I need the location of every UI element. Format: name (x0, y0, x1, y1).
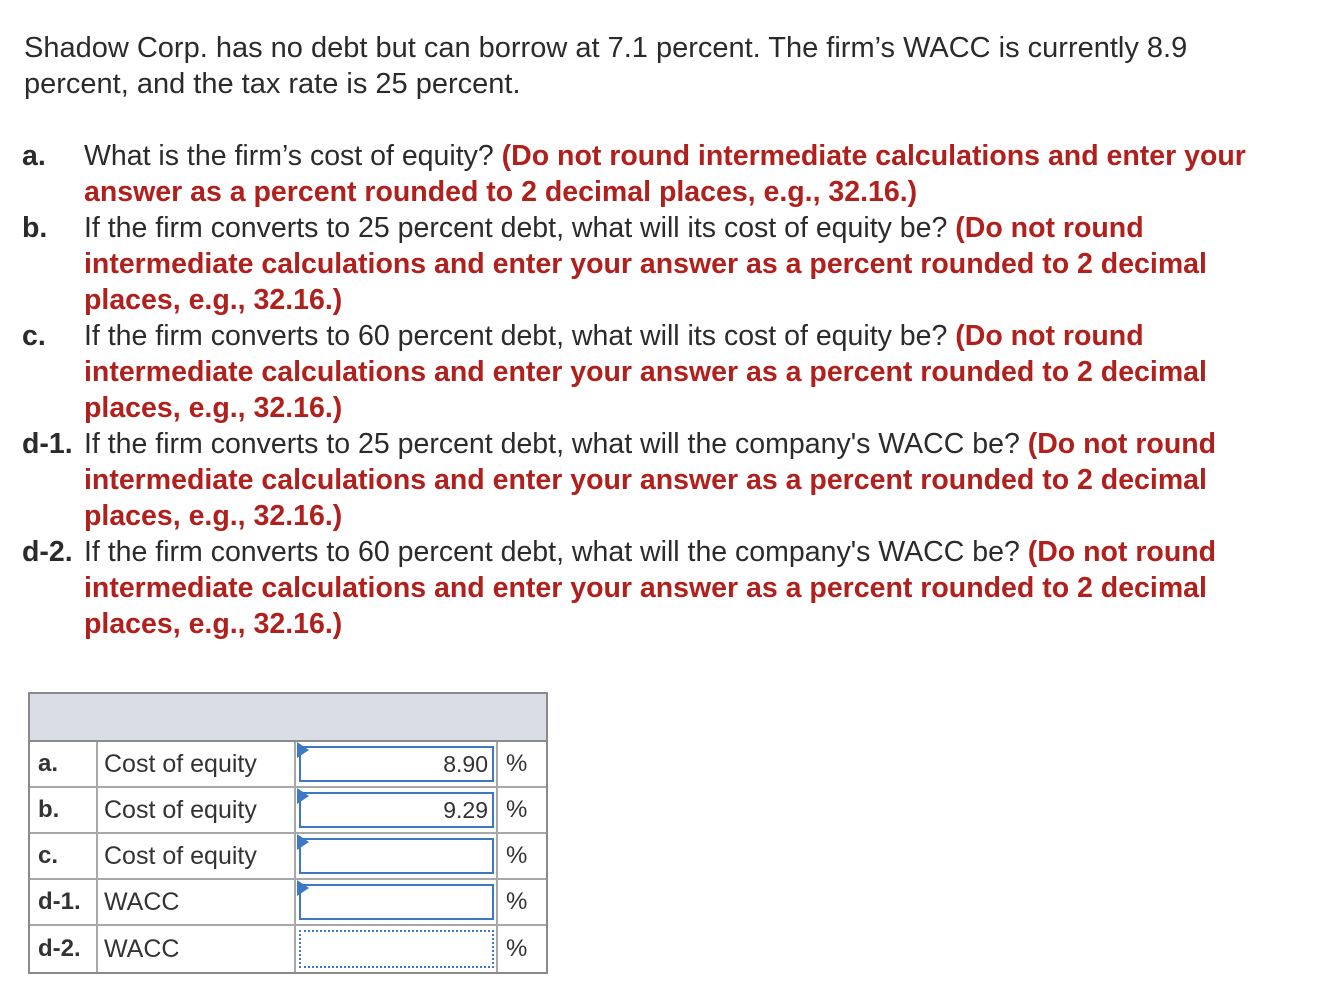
question-instruction: (Do not round intermediate calculations and enter your answer as a percent rounded to 2 decimal places, e.g., 32.16.) (84, 140, 1246, 208)
percent-unit: % (496, 880, 546, 924)
question-label: b. (22, 212, 48, 244)
question-instruction: (Do not round intermediate calculations and enter your answer as a percent rounded to 2 decimal places, e.g., 32.16.) (84, 536, 1217, 640)
answer-row-d1 (30, 880, 546, 926)
question-label: d-1. (22, 428, 73, 460)
question-label: a. (22, 140, 46, 172)
percent-unit: % (496, 834, 546, 878)
row-description: WACC (98, 880, 296, 924)
question-text: If the firm converts to 25 percent debt, what will the company's WACC be? (84, 428, 1020, 460)
question-b (22, 210, 1292, 318)
question-instruction: (Do not round intermediate calculations and enter your answer as a percent rounded to 2 decimal places, e.g., 32.16.) (84, 212, 1207, 316)
row-label: a. (30, 742, 98, 786)
answer-input-a[interactable] (299, 746, 494, 782)
answered-flag-icon (297, 834, 309, 850)
answer-row-a (30, 742, 546, 788)
percent-unit: % (496, 788, 546, 832)
question-label: d-2. (22, 536, 73, 568)
answer-table-header (30, 694, 546, 742)
question-instruction: (Do not round intermediate calculations and enter your answer as a percent rounded to 2 decimal places, e.g., 32.16.) (84, 320, 1207, 424)
percent-unit: % (496, 926, 546, 972)
answer-row-d2 (30, 926, 546, 972)
question-text: If the firm converts to 60 percent debt, what will its cost of equity be? (84, 320, 948, 352)
question-text: If the firm converts to 25 percent debt, what will its cost of equity be? (84, 212, 948, 244)
answer-row-b (30, 788, 546, 834)
question-d1 (22, 426, 1292, 534)
row-description: Cost of equity (98, 788, 296, 832)
answer-input-d2[interactable] (299, 930, 494, 968)
row-description: WACC (98, 926, 296, 972)
question-c (22, 318, 1292, 426)
answer-input-b[interactable] (299, 792, 494, 828)
question-d2 (22, 534, 1292, 642)
row-label: d-1. (30, 880, 98, 924)
answer-input-c[interactable] (299, 838, 494, 874)
row-label: b. (30, 788, 98, 832)
question-text: What is the firm’s cost of equity? (84, 140, 494, 172)
answer-input-d1[interactable] (299, 884, 494, 920)
answer-table (28, 692, 548, 974)
percent-unit: % (496, 742, 546, 786)
row-description: Cost of equity (98, 742, 296, 786)
problem-intro: Shadow Corp. has no debt but can borrow at 7.1 percent. The firm’s WACC is currently 8.9 percent, and the tax rate is 25 percent. (24, 32, 1188, 100)
question-list (22, 138, 1292, 642)
row-label: c. (30, 834, 98, 878)
answered-flag-icon (297, 788, 309, 804)
question-instruction: (Do not round intermediate calculations and enter your answer as a percent rounded to 2 decimal places, e.g., 32.16.) (84, 428, 1217, 532)
answered-flag-icon (297, 742, 309, 758)
answered-flag-icon (297, 880, 309, 896)
row-label: d-2. (30, 926, 98, 972)
question-a (22, 138, 1292, 210)
row-description: Cost of equity (98, 834, 296, 878)
answer-row-c (30, 834, 546, 880)
question-label: c. (22, 320, 46, 352)
question-text: If the firm converts to 60 percent debt, what will the company's WACC be? (84, 536, 1020, 568)
